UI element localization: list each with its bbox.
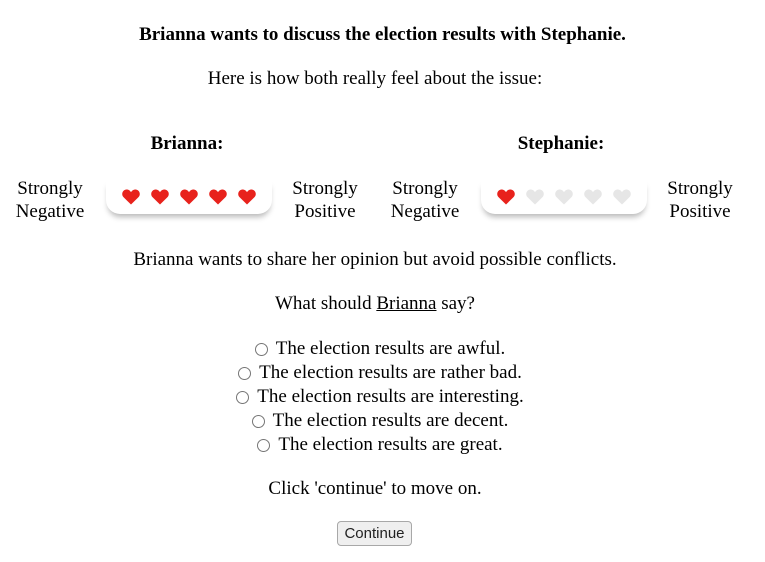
option-row[interactable] xyxy=(0,337,760,361)
brianna-heart-bar xyxy=(106,180,272,214)
stephanie-heart-bar xyxy=(481,180,647,214)
option-row[interactable] xyxy=(0,433,760,457)
heart-filled-icon xyxy=(150,187,170,207)
stephanie-right-label xyxy=(650,177,750,223)
heart-empty-icon xyxy=(525,187,545,207)
question-text xyxy=(0,293,750,315)
option-label[interactable]: The election results are interesting. xyxy=(257,386,524,407)
brianna-right-label-line2: Positive xyxy=(294,201,356,222)
stephanie-name-label: Stephanie: xyxy=(517,133,605,154)
brianna-left-label xyxy=(0,177,100,223)
heart-filled-icon xyxy=(496,187,516,207)
heart-filled-icon xyxy=(237,187,257,207)
stephanie-left-label xyxy=(375,177,475,223)
question-name: Brianna xyxy=(376,293,437,314)
option-row[interactable] xyxy=(0,409,760,433)
question-suffix: say? xyxy=(436,293,475,314)
heart-filled-icon xyxy=(121,187,141,207)
radio-button[interactable] xyxy=(236,391,249,404)
heart-empty-icon xyxy=(583,187,603,207)
continue-button[interactable]: Continue xyxy=(337,521,412,546)
radio-button[interactable] xyxy=(255,343,268,356)
stephanie-right-label-line1: Strongly xyxy=(667,178,733,199)
radio-button[interactable] xyxy=(252,415,265,428)
brianna-left-label-line1: Strongly xyxy=(17,178,83,199)
page-title: Brianna wants to discuss the election results with Stephanie. xyxy=(139,24,626,45)
option-row[interactable] xyxy=(0,361,760,385)
option-row[interactable] xyxy=(0,385,760,409)
brianna-right-label-line1: Strongly xyxy=(292,178,358,199)
stephanie-right-label-line2: Positive xyxy=(669,201,731,222)
instruction-text: Brianna wants to share her opinion but avoid possible conflicts. xyxy=(133,249,617,270)
option-label[interactable]: The election results are awful. xyxy=(275,338,506,359)
heart-filled-icon xyxy=(208,187,228,207)
stephanie-left-label-line1: Strongly xyxy=(392,178,458,199)
heart-empty-icon xyxy=(554,187,574,207)
brianna-name-label: Brianna: xyxy=(150,133,224,154)
brianna-right-label xyxy=(275,177,375,223)
heart-filled-icon xyxy=(179,187,199,207)
continue-instruction: Click 'continue' to move on. xyxy=(268,478,482,499)
page-subtitle: Here is how both really feel about the issue: xyxy=(207,68,543,89)
brianna-left-label-line2: Negative xyxy=(15,201,85,222)
heart-empty-icon xyxy=(612,187,632,207)
question-prefix: What should xyxy=(275,293,377,314)
stephanie-left-label-line2: Negative xyxy=(390,201,460,222)
option-label[interactable]: The election results are decent. xyxy=(272,410,509,431)
answer-options xyxy=(0,337,760,457)
option-label[interactable]: The election results are rather bad. xyxy=(259,362,522,383)
option-label[interactable]: The election results are great. xyxy=(278,434,503,455)
radio-button[interactable] xyxy=(238,367,251,380)
radio-button[interactable] xyxy=(257,439,270,452)
